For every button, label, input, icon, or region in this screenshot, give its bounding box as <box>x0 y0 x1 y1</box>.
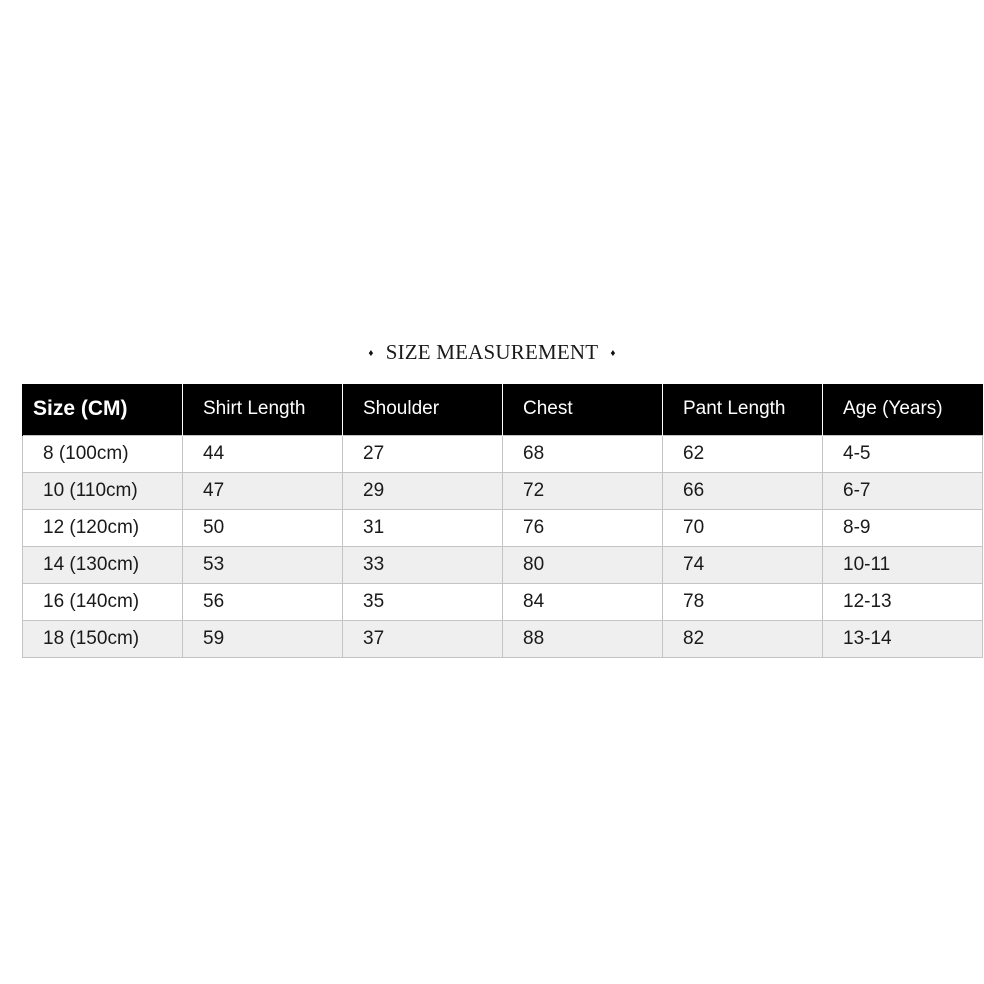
table-row <box>23 620 983 657</box>
header-size: Size (CM) <box>23 384 183 435</box>
cell-size: 12 (120cm) <box>23 509 183 546</box>
header-pant-length: Pant Length <box>663 384 823 435</box>
cell-shoulder: 31 <box>343 509 503 546</box>
size-measurement-table <box>22 384 983 658</box>
cell-shirt-length: 50 <box>183 509 343 546</box>
cell-shirt-length: 47 <box>183 472 343 509</box>
cell-pant-length: 74 <box>663 546 823 583</box>
cell-pant-length: 66 <box>663 472 823 509</box>
cell-chest: 72 <box>503 472 663 509</box>
cell-age: 13-14 <box>823 620 983 657</box>
cell-size: 8 (100cm) <box>23 435 183 472</box>
cell-chest: 84 <box>503 583 663 620</box>
cell-pant-length: 70 <box>663 509 823 546</box>
header-row <box>23 384 983 435</box>
diamond-left-icon: ♦ <box>368 347 374 359</box>
page-title <box>0 336 984 368</box>
table-body <box>23 435 983 657</box>
cell-pant-length: 62 <box>663 435 823 472</box>
cell-pant-length: 82 <box>663 620 823 657</box>
diamond-right-icon: ♦ <box>610 347 616 359</box>
cell-shoulder: 37 <box>343 620 503 657</box>
cell-shoulder: 33 <box>343 546 503 583</box>
table-row <box>23 583 983 620</box>
table-row <box>23 546 983 583</box>
cell-size: 10 (110cm) <box>23 472 183 509</box>
cell-age: 8-9 <box>823 509 983 546</box>
cell-shirt-length: 56 <box>183 583 343 620</box>
cell-chest: 80 <box>503 546 663 583</box>
cell-shirt-length: 53 <box>183 546 343 583</box>
cell-age: 4-5 <box>823 435 983 472</box>
header-age: Age (Years) <box>823 384 983 435</box>
cell-shirt-length: 59 <box>183 620 343 657</box>
header-shirt-length: Shirt Length <box>183 384 343 435</box>
cell-size: 18 (150cm) <box>23 620 183 657</box>
cell-shoulder: 29 <box>343 472 503 509</box>
cell-chest: 88 <box>503 620 663 657</box>
cell-age: 12-13 <box>823 583 983 620</box>
header-chest: Chest <box>503 384 663 435</box>
table-row <box>23 472 983 509</box>
cell-shoulder: 35 <box>343 583 503 620</box>
title-text: SIZE MEASUREMENT <box>385 339 599 364</box>
header-shoulder: Shoulder <box>343 384 503 435</box>
table-header <box>23 384 983 435</box>
cell-shoulder: 27 <box>343 435 503 472</box>
cell-size: 16 (140cm) <box>23 583 183 620</box>
cell-age: 10-11 <box>823 546 983 583</box>
cell-age: 6-7 <box>823 472 983 509</box>
cell-chest: 68 <box>503 435 663 472</box>
table-row <box>23 435 983 472</box>
cell-size: 14 (130cm) <box>23 546 183 583</box>
cell-chest: 76 <box>503 509 663 546</box>
cell-shirt-length: 44 <box>183 435 343 472</box>
cell-pant-length: 78 <box>663 583 823 620</box>
table-row <box>23 509 983 546</box>
